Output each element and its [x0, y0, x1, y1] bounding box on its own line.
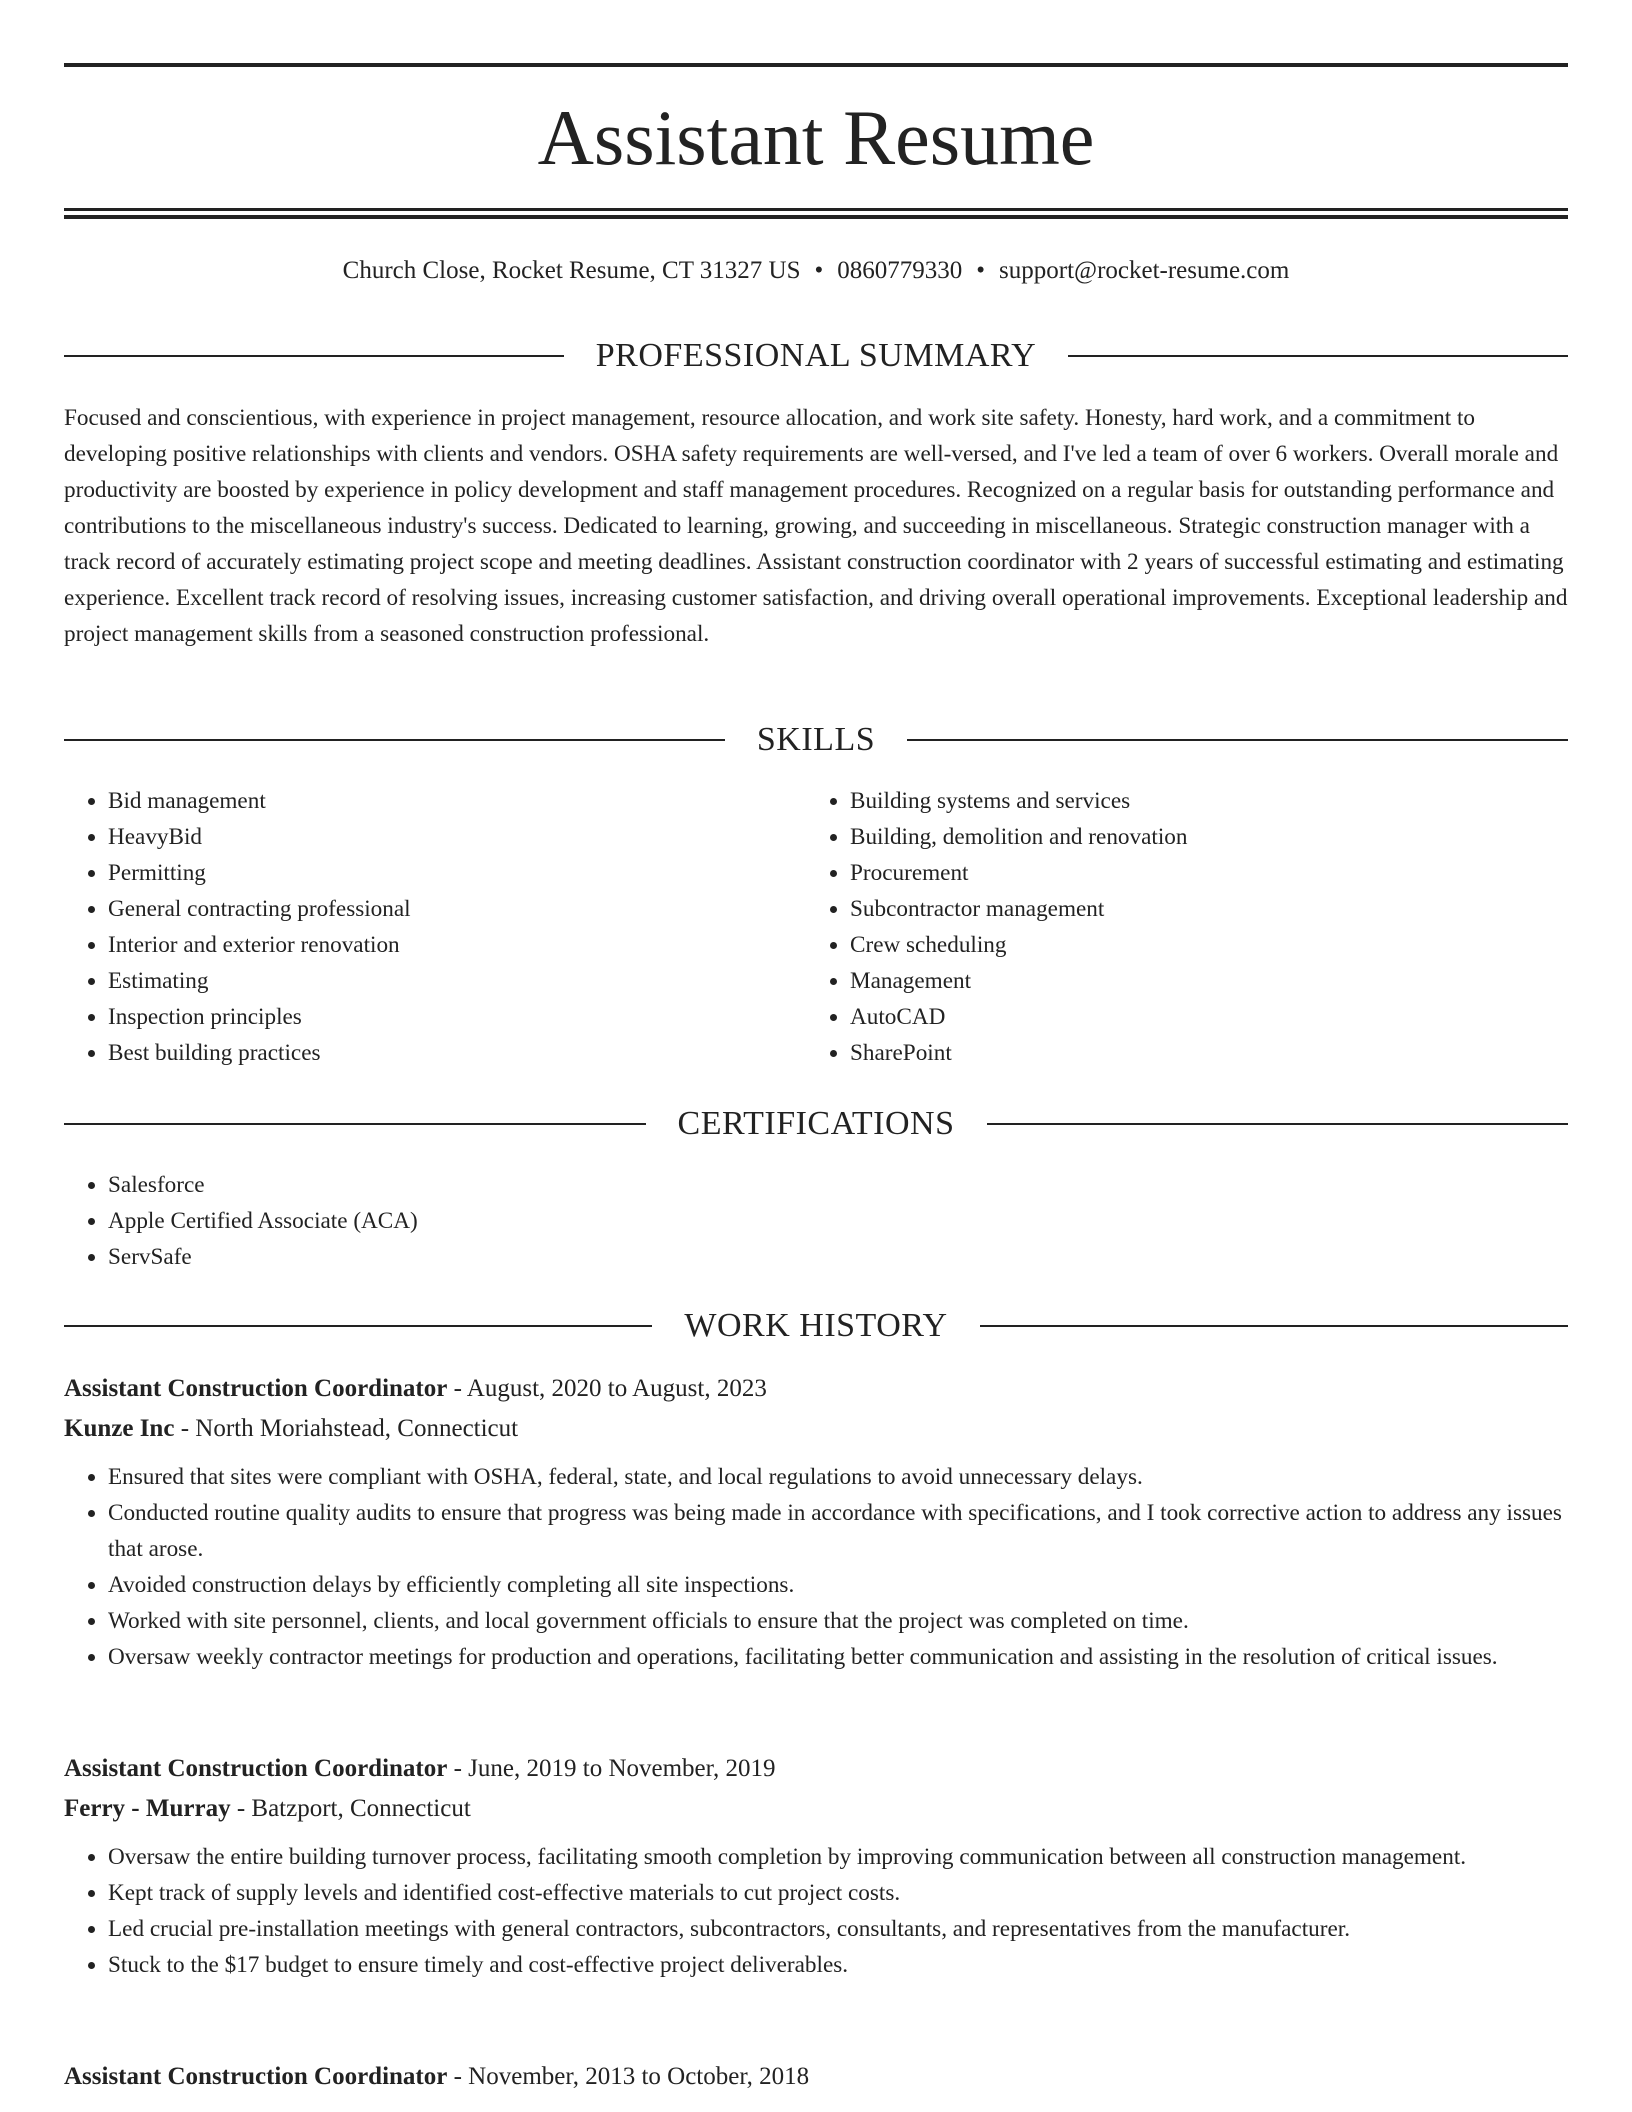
section-title: WORK HISTORY	[684, 1307, 948, 1344]
heading-rule-left	[64, 739, 725, 741]
skill-item: • Management	[850, 963, 1566, 999]
heading-rule-right	[987, 1123, 1569, 1125]
job-location: - North Moriahstead, Connecticut	[174, 1415, 519, 1442]
job-company-line	[64, 1789, 1568, 1829]
heading-rule-right	[1068, 355, 1568, 357]
contact-line	[64, 254, 1568, 288]
job-entry	[64, 1369, 1568, 1675]
job-duty: • Kept track of supply levels and identified cost-effective materials to cut project costs.	[108, 1875, 1568, 1911]
job-dates: - August, 2020 to August, 2023	[447, 1375, 767, 1402]
skill-item: • Permitting	[108, 855, 764, 891]
skill-item: • Crew scheduling	[850, 927, 1566, 963]
heading-rule-right	[980, 1325, 1568, 1327]
job-company-line	[64, 1409, 1568, 1449]
certification-item: • Salesforce	[108, 1167, 1064, 1203]
section-heading-skills	[64, 718, 1568, 762]
job-duty: • Oversaw the entire building turnover process, facilitating smooth completion by improving communication between all construction management.	[108, 1839, 1568, 1875]
contact-phone: 0860779330	[837, 257, 963, 284]
skill-item: • Procurement	[850, 855, 1566, 891]
page-title: Assistant Resume	[537, 94, 1095, 181]
heading-rule-left	[64, 1123, 646, 1125]
job-company: Kunze Inc	[64, 1415, 175, 1442]
job-dates: - November, 2013 to October, 2018	[447, 2063, 810, 2090]
job-duty: • Stuck to the $17 budget to ensure timely and cost-effective project deliverables.	[108, 1947, 1568, 1983]
job-entry	[64, 2057, 1568, 2097]
job-location: - Batzport, Connecticut	[230, 1795, 471, 1822]
skill-item: • Subcontractor management	[850, 891, 1566, 927]
section-heading-summary	[64, 334, 1568, 378]
skills-column-right	[806, 783, 1566, 1071]
job-duty: • Led crucial pre-installation meetings with general contractors, subcontractors, consultants, and representatives from the manufacturer.	[108, 1911, 1568, 1947]
skills-column-left	[64, 783, 764, 1071]
skill-item: • Interior and exterior renovation	[108, 927, 764, 963]
job-company: Ferry - Murray	[64, 1795, 231, 1822]
certifications-block	[64, 1167, 1064, 1275]
certification-item: • ServSafe	[108, 1239, 1064, 1275]
certification-item: • Apple Certified Associate (ACA)	[108, 1203, 1064, 1239]
contact-address: Church Close, Rocket Resume, CT 31327 US	[342, 257, 801, 284]
section-title: SKILLS	[756, 721, 876, 758]
job-title-line	[64, 1749, 1568, 1789]
job-dates: - June, 2019 to November, 2019	[447, 1755, 776, 1782]
heading-rule-left	[64, 1325, 652, 1327]
summary-text: Focused and conscientious, with experience in project management, resource allocation, and work site safety. Honesty, hard work, and a commitment to developing positive relationships with clients and vendors. OSHA safety requirements are well-versed, and I've led a team of over 6 workers. Overall morale and productivity are boosted by experience in policy development and staff management procedures. Recognized on a regular basis for outstanding performance and contributions to the miscellaneous industry's success. Dedicated to learning, growing, and succeeding in miscellaneous. Strategic construction manager with a track record of accurately estimating project scope and meeting deadlines. Assistant construction coordinator with 2 years of successful estimating and estimating experience. Excellent track record of resolving issues, increasing customer satisfaction, and driving overall operational improvements. Exceptional leadership and project management skills from a seasoned construction professional.	[64, 405, 1568, 647]
job-title-line	[64, 1369, 1568, 1409]
contact-email: support@rocket-resume.com	[999, 257, 1290, 284]
job-duty: • Oversaw weekly contractor meetings for production and operations, facilitating better communication and assisting in the resolution of critical issues.	[108, 1639, 1568, 1675]
section-title: CERTIFICATIONS	[677, 1105, 955, 1142]
section-title: PROFESSIONAL SUMMARY	[595, 337, 1037, 374]
section-heading-work-history	[64, 1304, 1568, 1348]
job-title: Assistant Construction Coordinator	[64, 2063, 448, 2090]
header-double-rule-lower	[64, 215, 1568, 219]
job-duty: • Avoided construction delays by efficiently completing all site inspections.	[108, 1567, 1568, 1603]
job-duty: • Ensured that sites were compliant with OSHA, federal, state, and local regulations to avoid unnecessary delays.	[108, 1459, 1568, 1495]
contact-separator: •	[814, 257, 824, 284]
job-duties-list	[64, 1839, 1568, 1983]
skill-item: • Best building practices	[108, 1035, 764, 1071]
skill-item: • Bid management	[108, 783, 764, 819]
skill-item: • Building, demolition and renovation	[850, 819, 1566, 855]
heading-rule-right	[907, 739, 1568, 741]
skill-item: • SharePoint	[850, 1035, 1566, 1071]
skill-item: • General contracting professional	[108, 891, 764, 927]
certifications-list	[64, 1167, 1064, 1275]
job-title: Assistant Construction Coordinator	[64, 1755, 448, 1782]
job-title-line	[64, 2057, 1568, 2097]
skills-list-left	[64, 783, 764, 1071]
job-duty: • Conducted routine quality audits to ensure that progress was being made in accordance with specifications, and I took corrective action to address any issues that arose.	[108, 1495, 1568, 1567]
heading-rule-left	[64, 355, 564, 357]
skills-list-right	[806, 783, 1566, 1071]
job-entry	[64, 1749, 1568, 1983]
job-duties-list	[64, 1459, 1568, 1675]
skill-item: • HeavyBid	[108, 819, 764, 855]
header-top-rule	[64, 63, 1568, 67]
skill-item: • Building systems and services	[850, 783, 1566, 819]
skill-item: • Inspection principles	[108, 999, 764, 1035]
section-heading-certifications	[64, 1102, 1568, 1146]
skill-item: • AutoCAD	[850, 999, 1566, 1035]
job-title: Assistant Construction Coordinator	[64, 1375, 448, 1402]
contact-separator: •	[976, 257, 986, 284]
job-duty: • Worked with site personnel, clients, and local government officials to ensure that the project was completed on time.	[108, 1603, 1568, 1639]
header-double-rule-upper	[64, 208, 1568, 211]
skill-item: • Estimating	[108, 963, 764, 999]
